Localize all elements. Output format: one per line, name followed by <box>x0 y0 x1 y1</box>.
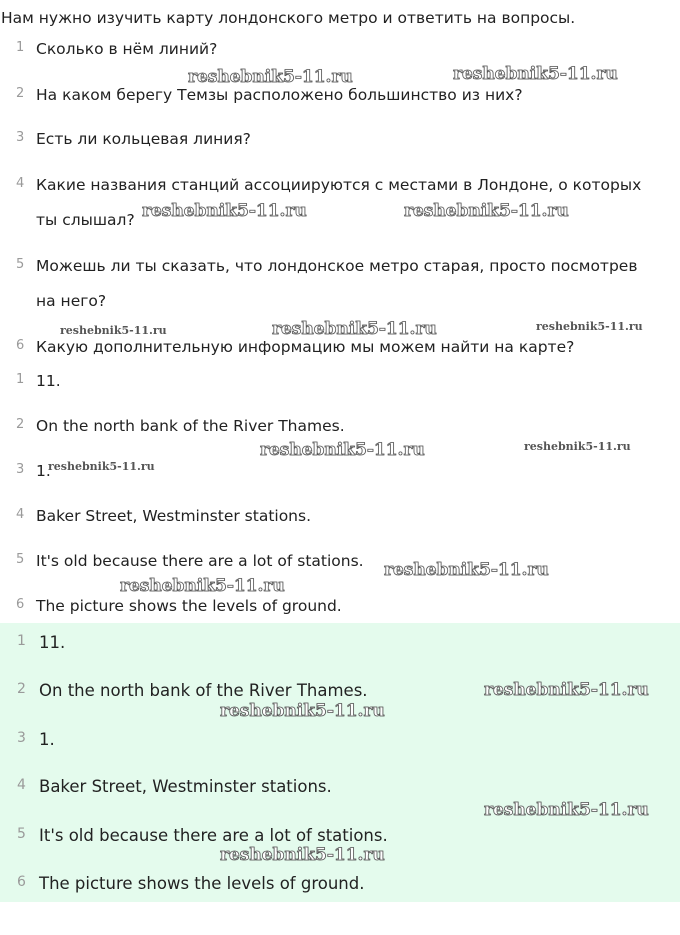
answer-number: 6 <box>17 874 26 890</box>
answer-number: 4 <box>17 777 26 793</box>
answer-text: Baker Street, Westminster stations. <box>36 507 312 525</box>
answer-text: The picture shows the levels of ground. <box>39 874 365 893</box>
watermark: reshebnik5-11.ru <box>272 319 437 339</box>
answer-number: 1 <box>16 372 25 387</box>
watermark: reshebnik5-11.ru <box>48 460 155 473</box>
watermark: reshebnik5-11.ru <box>60 324 167 337</box>
watermark: reshebnik5-11.ru <box>484 800 649 820</box>
question-number: 5 <box>16 257 25 272</box>
watermark: reshebnik5-11.ru <box>220 845 385 865</box>
watermark: reshebnik5-11.ru <box>453 64 618 84</box>
question-number: 3 <box>16 130 25 145</box>
answer-text: It's old because there are a lot of stations. <box>39 826 388 845</box>
watermark: reshebnik5-11.ru <box>404 201 569 221</box>
question-text: Какие названия станций ассоциируются с местами в Лондоне, о которых <box>36 176 642 194</box>
answer-number: 5 <box>16 552 25 567</box>
answer-number: 2 <box>16 417 25 432</box>
answer-text: 11. <box>39 633 66 652</box>
answer-number: 4 <box>16 507 25 522</box>
question-number: 2 <box>16 86 25 101</box>
intro-text: Нам нужно изучить карту лондонского метро и ответить на вопросы. <box>1 9 576 27</box>
question-text: Сколько в нём линий? <box>36 40 218 58</box>
question-text: на него? <box>36 292 107 310</box>
watermark: reshebnik5-11.ru <box>220 701 385 721</box>
question-text: Какую дополнительную информацию мы можем найти на карте? <box>36 338 575 356</box>
watermark: reshebnik5-11.ru <box>536 320 643 333</box>
question-text: ты слышал? <box>36 211 135 229</box>
answer-text: 11. <box>36 372 61 390</box>
question-number: 1 <box>16 40 25 55</box>
answer-number: 1 <box>17 633 26 649</box>
answer-number: 3 <box>16 462 25 477</box>
question-text: На каком берегу Темзы расположено большинство из них? <box>36 86 523 104</box>
answer-text: On the north bank of the River Thames. <box>36 417 345 435</box>
watermark: reshebnik5-11.ru <box>524 440 631 453</box>
watermark: reshebnik5-11.ru <box>484 680 649 700</box>
answer-text: 1. <box>36 462 51 480</box>
answer-number: 6 <box>16 597 25 612</box>
answer-number: 5 <box>17 826 26 842</box>
watermark: reshebnik5-11.ru <box>260 440 425 460</box>
answer-number: 2 <box>17 681 26 697</box>
question-number: 4 <box>16 176 25 191</box>
answer-text: Baker Street, Westminster stations. <box>39 777 332 796</box>
watermark: reshebnik5-11.ru <box>142 201 307 221</box>
question-text: Есть ли кольцевая линия? <box>36 130 251 148</box>
answer-text: On the north bank of the River Thames. <box>39 681 368 700</box>
watermark: reshebnik5-11.ru <box>384 560 549 580</box>
answer-text: 1. <box>39 730 55 749</box>
answer-number: 3 <box>17 730 26 746</box>
answer-text: The picture shows the levels of ground. <box>36 597 342 615</box>
watermark: reshebnik5-11.ru <box>120 576 285 596</box>
watermark: reshebnik5-11.ru <box>188 67 353 87</box>
answer-text: It's old because there are a lot of stations. <box>36 552 364 570</box>
question-text: Можешь ли ты сказать, что лондонское метро старая, просто посмотрев <box>36 257 638 275</box>
question-number: 6 <box>16 338 25 353</box>
